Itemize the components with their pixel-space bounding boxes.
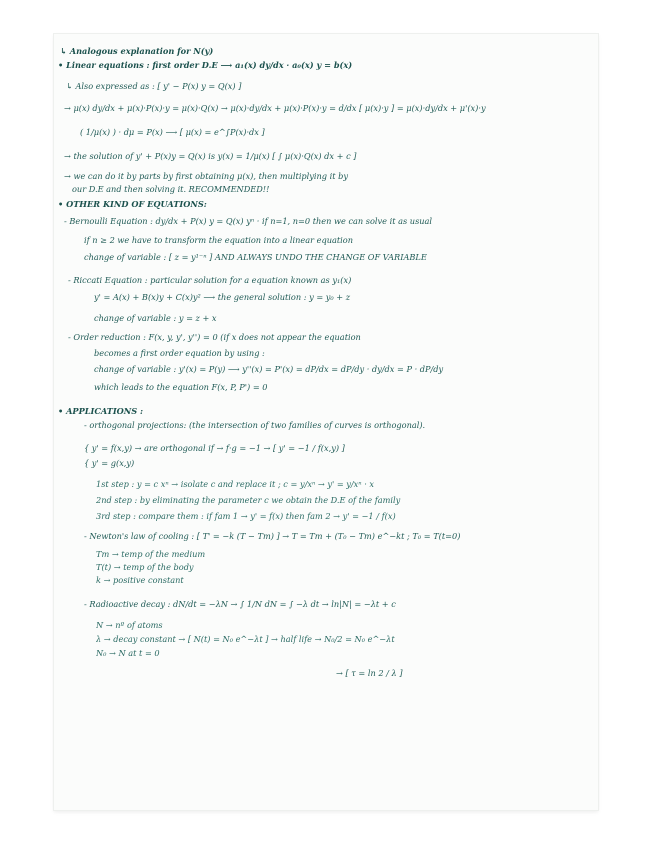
orthogonal-step-3: 3rd step : compare them : if fam 1 → y' = f(x) then fam 2 → y' = −1 / f(x): [96, 511, 396, 521]
orthogonal-family-two: { y' = g(x,y): [84, 458, 135, 468]
equation-mu-product-rule: → μ(x) dy/dx + μ(x)·P(x)·y = μ(x)·Q(x) → μ(x)·dy/dx + μ(x)·P(x)·y = d/dx [ μ(x)·y ] = μ(x)·dy/dx + μ'(x)·y: [64, 103, 486, 113]
decay-mean-life: → [ τ = ln 2 / λ ]: [336, 668, 403, 678]
decay-initial-n: N₀ → N at t = 0: [96, 648, 160, 658]
orthogonal-step-1: 1st step : y = c xⁿ → isolate c and replace it ; c = y/xⁿ → y' = y/xⁿ · x: [96, 479, 375, 489]
orthogonal-step-2: 2nd step : by eliminating the parameter c we obtain the D.E of the family: [96, 495, 401, 505]
order-reduction-result: which leads to the equation F(x, P, P') = 0: [94, 382, 268, 392]
newton-medium-temp: Tm → temp of the medium: [96, 549, 206, 559]
note-also-expressed: ↳ Also expressed as : [ y' − P(x) y = Q(x) ]: [66, 81, 242, 91]
equation-mu-integral: ( 1/μ(x) ) · dμ = P(x) ⟶ [ μ(x) = e^∫P(x)·dx ]: [80, 127, 265, 137]
note-by-parts: → we can do it by parts by first obtaining μ(x), then multiplying it by: [64, 171, 349, 181]
equation-linear-solution: → the solution of y' + P(x)y = Q(x) is y(x) = 1/μ(x) [ ∫ μ(x)·Q(x) dx + c ]: [64, 151, 357, 161]
section-other-kind: • OTHER KIND OF EQUATIONS:: [58, 199, 207, 209]
riccati-general-solution: y' = A(x) + B(x)y + C(x)y² ⟶ the general solution : y = y₀ + z: [94, 292, 351, 302]
newton-constant: k → positive constant: [96, 575, 184, 585]
heading-analogous: ↳ Analogous explanation for N(y): [60, 46, 214, 56]
newton-cooling-law: - Newton's law of cooling : [ T' = −k (T − Tm) ] → T = Tm + (T₀ − Tm) e^−kt ; T₀ = T(t=0): [84, 531, 461, 541]
riccati-equation: - Riccati Equation : particular solution for a equation known as y₁(x): [68, 275, 352, 285]
note-recommended: our D.E and then solving it. RECOMMENDED!!: [72, 184, 270, 194]
bernoulli-transform: if n ≥ 2 we have to transform the equation into a linear equation: [84, 235, 353, 245]
section-applications: • APPLICATIONS :: [58, 406, 144, 416]
newton-body-temp: T(t) → temp of the body: [96, 562, 194, 572]
order-reduction: - Order reduction : F(x, y, y', y'') = 0 (if x does not appear the equation: [68, 332, 361, 342]
section-linear-equations: • Linear equations : first order D.E ⟶ a₁(x) dy/dx · a₀(x) y = b(x): [58, 60, 353, 70]
decay-atoms: N → nº of atoms: [96, 620, 163, 630]
order-reduction-first-order: becomes a first order equation by using :: [94, 348, 265, 358]
bernoulli-equation: - Bernoulli Equation : dy/dx + P(x) y = Q(x) yⁿ · if n=1, n=0 then we can solve it as usual: [64, 216, 433, 226]
decay-constant: λ → decay constant → [ N(t) = N₀ e^−λt ] → half life → N₀/2 = N₀ e^−λt: [96, 634, 395, 644]
orthogonal-projections: - orthogonal projections: (the intersection of two families of curves is orthogonal).: [84, 420, 426, 430]
bernoulli-change-variable: change of variable : [ z = y¹⁻ⁿ ] AND ALWAYS UNDO THE CHANGE OF VARIABLE: [84, 252, 427, 262]
riccati-change-variable: change of variable : y = z + x: [94, 313, 217, 323]
radioactive-decay: - Radioactive decay : dN/dt = −λN → ∫ 1/N dN = ∫ −λ dt → ln|N| = −λt + c: [84, 599, 396, 609]
orthogonal-condition: { y' = f(x,y) → are orthogonal if → f·g = −1 → [ y' = −1 / f(x,y) ]: [84, 443, 345, 453]
notebook-page: [54, 34, 598, 810]
order-reduction-change-variable: change of variable : y'(x) = P(y) ⟶ y''(x) = P'(x) = dP/dx = dP/dy · dy/dx = P · dP/dy: [94, 364, 444, 374]
